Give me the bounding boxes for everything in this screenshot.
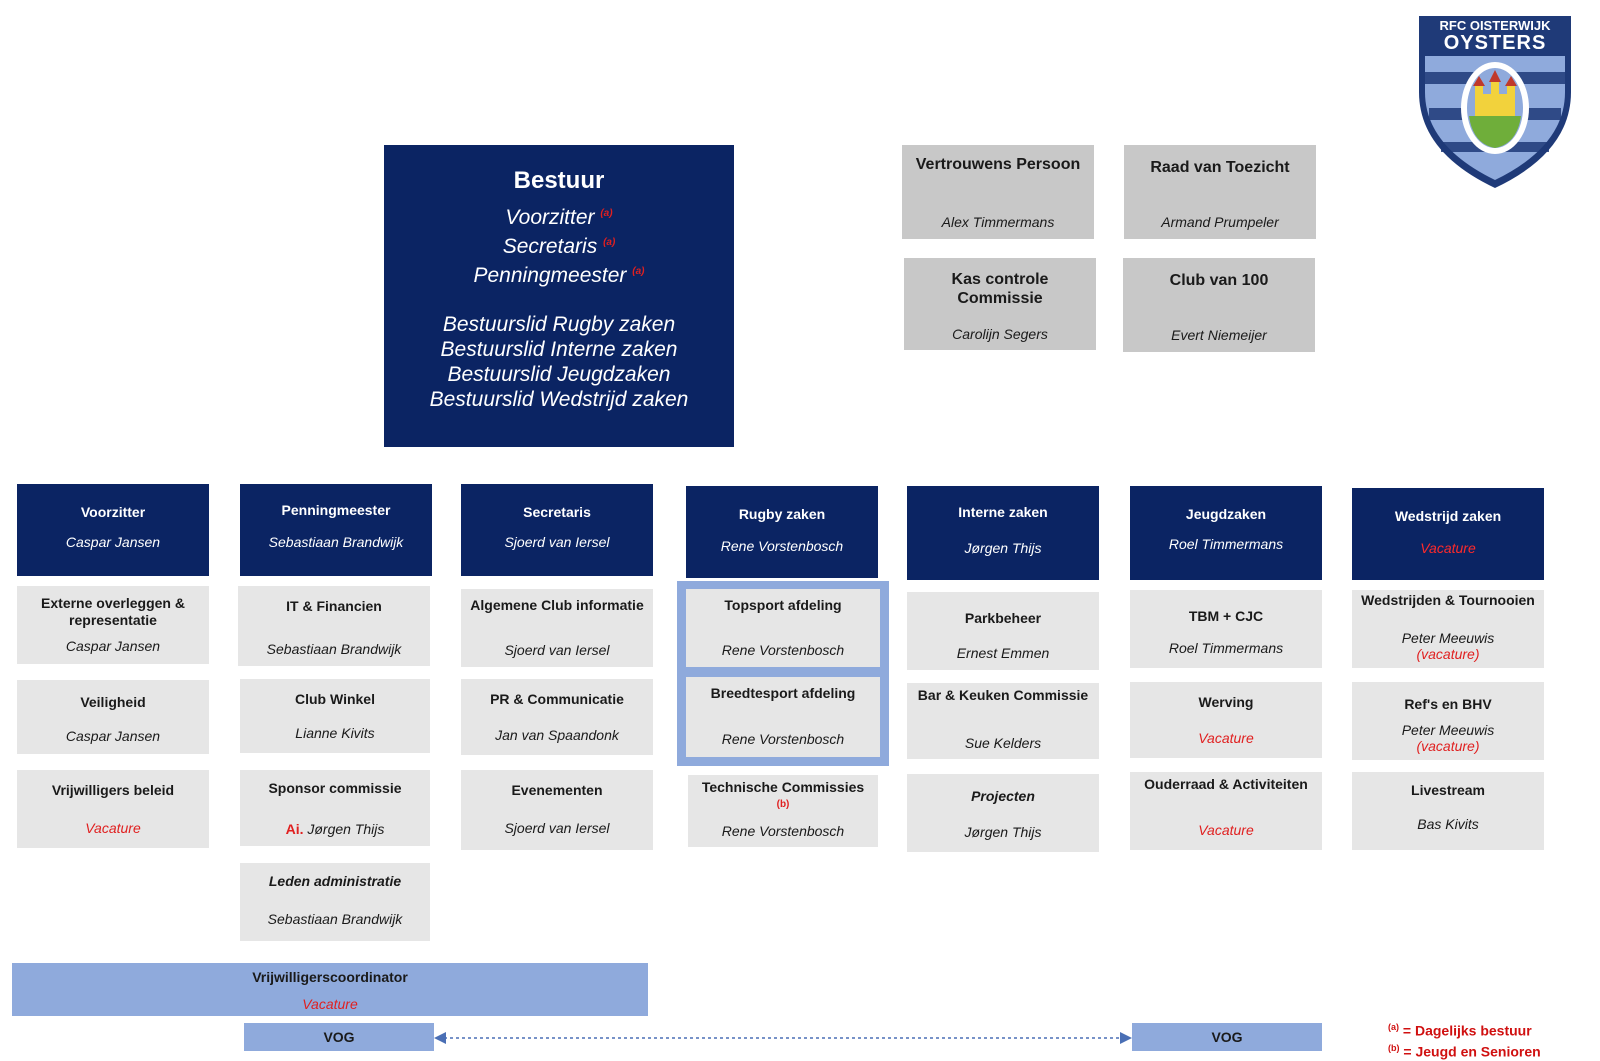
board-member-rugby: Bestuurslid Rugby zaken bbox=[442, 313, 676, 336]
box-person: Alex Timmermans bbox=[941, 214, 1055, 230]
marker-b: (b) bbox=[776, 799, 790, 810]
item-refs-bhv: Ref's en BHV Peter Meeuwis (vacature) bbox=[1352, 682, 1544, 760]
item-evenementen: Evenementen Sjoerd van Iersel bbox=[461, 770, 653, 850]
vertrouwens-persoon-box bbox=[902, 145, 1094, 239]
club-van-100-box bbox=[1123, 258, 1315, 352]
logo-line1: RFC OISTERWIJK bbox=[1439, 18, 1551, 33]
item-club-winkel: Club Winkel Lianne Kivits bbox=[240, 679, 430, 753]
item-technische-commissies: Technische Commissies $^{(b)}$ Rene Vorstenbosch bbox=[688, 775, 878, 847]
legend bbox=[1388, 1019, 1588, 1060]
item-sponsor-commissie: Sponsor commissie Ai. Jørgen Thijs bbox=[240, 770, 430, 846]
box-title: Club van 100 bbox=[1169, 272, 1269, 289]
box-title: Raad van Toezicht bbox=[1150, 159, 1290, 176]
box-person: Armand Prumpeler bbox=[1161, 214, 1279, 230]
item-livestream: Livestream Bas Kivits bbox=[1352, 772, 1544, 850]
col-head-penningmeester: Penningmeester Sebastiaan Brandwijk bbox=[240, 484, 432, 576]
board-member-internal: Bestuurslid Interne zaken bbox=[440, 338, 678, 361]
col-head-wedstrijd-zaken: Wedstrijd zaken Vacature bbox=[1352, 488, 1544, 580]
col-head-jeugdzaken: Jeugdzaken Roel Timmermans bbox=[1130, 486, 1322, 580]
item-vrijwilligers-beleid: Vrijwilligers beleid Vacature bbox=[17, 770, 209, 848]
legend-item-a: $^{(a)}$ = Dagelijks bestuur bbox=[1388, 1022, 1532, 1039]
item-breedtesport-afdeling: Breedtesport afdeling Rene Vorstenbosch bbox=[686, 677, 880, 757]
item-ouderraad-activiteiten: Ouderraad & Activiteiten Vacature bbox=[1130, 772, 1322, 850]
box-person: Evert Niemeijer bbox=[1171, 327, 1267, 343]
col-head-rugby-zaken: Rugby zaken Rene Vorstenbosch bbox=[686, 486, 878, 578]
board-title: Bestuur bbox=[513, 167, 605, 194]
item-werving: Werving Vacature bbox=[1130, 682, 1322, 758]
board-role-secretary: Secretaris $^{(a)}$ bbox=[502, 235, 616, 258]
kas-controle-box bbox=[904, 258, 1096, 350]
item-leden-administratie: Leden administratie Sebastiaan Brandwijk bbox=[240, 863, 430, 941]
col-head-secretaris: Secretaris Sjoerd van Iersel bbox=[461, 484, 653, 576]
item-parkbeheer: Parkbeheer Ernest Emmen bbox=[907, 592, 1099, 670]
item-bar-keuken-commissie: Bar & Keuken Commissie Sue Kelders bbox=[907, 683, 1099, 759]
vog-left-box: VOG bbox=[244, 1023, 434, 1051]
legend-item-b: $^{(b)}$ = Jeugd en Senioren bbox=[1388, 1042, 1541, 1060]
col-head-interne-zaken: Interne zaken Jørgen Thijs bbox=[907, 486, 1099, 580]
board-role-treasurer: Penningmeester $^{(a)}$ bbox=[473, 264, 645, 287]
club-logo bbox=[1415, 12, 1575, 192]
logo-line2: OYSTERS bbox=[1443, 32, 1547, 54]
item-pr-communicatie: PR & Communicatie Jan van Spaandonk bbox=[461, 679, 653, 755]
vog-right-box: VOG bbox=[1132, 1023, 1322, 1051]
box-title: Kas controle Commissie bbox=[951, 271, 1049, 307]
item-algemene-club-informatie: Algemene Club informatie Sjoerd van Iersel bbox=[461, 589, 653, 667]
board-member-youth: Bestuurslid Jeugdzaken bbox=[447, 363, 671, 386]
box-title: Vertrouwens Persoon bbox=[915, 156, 1081, 173]
item-wedstrijden-tournooien: Wedstrijden & Tournooien Peter Meeuwis (vacature) bbox=[1352, 590, 1544, 668]
board-box bbox=[384, 145, 734, 447]
item-veiligheid: Veiligheid Caspar Jansen bbox=[17, 680, 209, 754]
raad-van-toezicht-box bbox=[1124, 145, 1316, 239]
item-externe-overleggen: Externe overleggen & representatie Caspar Jansen bbox=[17, 586, 209, 664]
item-it-financien: IT & Financien Sebastiaan Brandwijk bbox=[238, 586, 430, 666]
board-member-matches: Bestuurslid Wedstrijd zaken bbox=[429, 388, 689, 411]
item-projecten: Projecten Jørgen Thijs bbox=[907, 774, 1099, 852]
vrijwilligerscoordinator-bar: Vrijwilligerscoordinator Vacature bbox=[12, 963, 648, 1016]
box-person: Carolijn Segers bbox=[952, 326, 1048, 342]
col-head-voorzitter: Voorzitter Caspar Jansen bbox=[17, 484, 209, 576]
acting-prefix: Ai. bbox=[285, 821, 304, 837]
item-topsport-afdeling: Topsport afdeling Rene Vorstenbosch bbox=[686, 589, 880, 667]
item-tbm-cjc: TBM + CJC Roel Timmermans bbox=[1130, 590, 1322, 668]
vog-connector-arrow bbox=[434, 1029, 1132, 1047]
board-role-chair: Voorzitter $^{(a)}$ bbox=[505, 206, 613, 229]
